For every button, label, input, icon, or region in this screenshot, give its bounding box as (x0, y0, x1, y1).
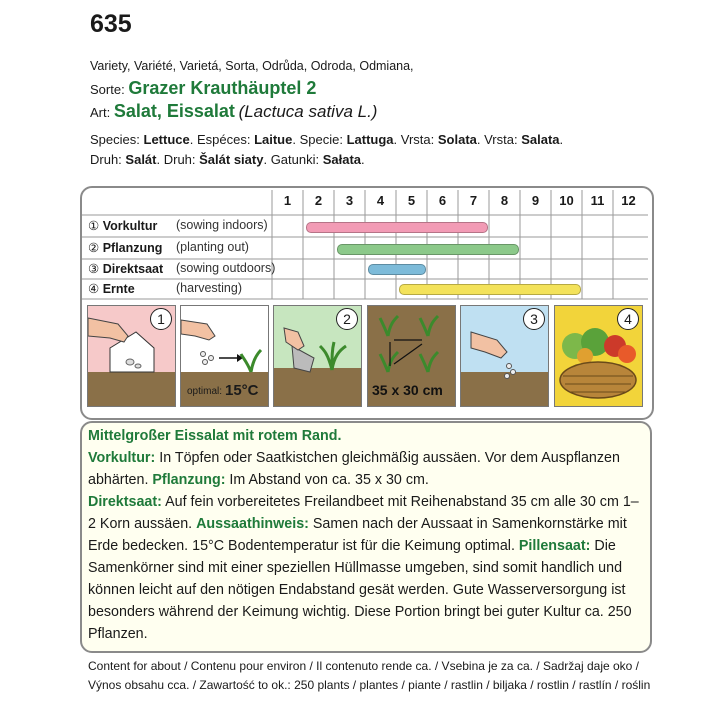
bar-pflanzung (337, 244, 519, 255)
description-text (88, 425, 642, 645)
pillensaat-label: Pillensaat: (518, 538, 591, 554)
month-header: 3 (345, 193, 354, 208)
row-english: (sowing indoors) (176, 218, 268, 232)
species-value: Salata (521, 132, 560, 147)
latin-name: (Lactuca sativa L.) (238, 102, 378, 121)
calendar-row-vorkultur (88, 218, 268, 233)
variety-name: Grazer Krauthäuptel 2 (128, 78, 317, 98)
species-value: Lattuga (346, 132, 394, 147)
step-symbol: ① (88, 219, 100, 233)
bar-ernte (399, 284, 581, 295)
content-line-2: Výnos obsahu cca. / Zawartość to ok.: 250 plants / plantes / piante / rastlin / biljaka / rostlin / rastlín / roślin (88, 678, 651, 692)
panel-planting-out (273, 305, 362, 407)
species-label: Species: (90, 132, 140, 147)
month-header: 2 (314, 193, 323, 208)
aussaathinweis-label: Aussaathinweis: (196, 516, 309, 532)
step-symbol: ③ (88, 262, 100, 276)
vorkultur-label: Vorkultur: (88, 450, 156, 466)
druh-label: . Druh: (156, 152, 196, 167)
month-header: 10 (559, 193, 574, 208)
variety-languages: Variety, Variété, Varietá, Sorta, Odrůda, Odroda, Odmiana, (90, 59, 414, 73)
panel-germination (180, 305, 269, 407)
species-label: . Vrsta: (476, 132, 518, 147)
druh-label: Druh: (90, 152, 122, 167)
species-value: Lettuce (143, 132, 190, 147)
step-number: 3 (523, 308, 545, 330)
calendar-row-pflanzung (88, 240, 249, 255)
species-label: . Vrsta: (393, 132, 435, 147)
step-number: 4 (617, 308, 639, 330)
druh-value: Salát (125, 152, 157, 167)
species-label: . Espéces: (189, 132, 251, 147)
description-headline: Mittelgroßer Eissalat mit rotem Rand. (88, 428, 342, 444)
panel-harvesting (554, 305, 643, 407)
bar-direktsaat (368, 264, 426, 275)
panel-sowing-outdoors (460, 305, 549, 407)
row-english: (planting out) (176, 240, 249, 254)
step-number: 2 (336, 308, 358, 330)
month-header: 9 (531, 193, 540, 208)
aussaathinweis-text: Samen nach der Aussaat in Samenkornstärke mit Erde bedecken. 15°C Bodentemperatur ist für die Keimung optimal. (88, 516, 627, 554)
calendar-row-direktsaat (88, 261, 276, 276)
calendar-row-ernte (88, 281, 242, 296)
month-header: 11 (590, 193, 605, 208)
art-label: Art: (90, 105, 111, 120)
druh-value: Šalát siaty (199, 152, 264, 167)
step-number: 1 (150, 308, 172, 330)
druh-value: Sałata (322, 152, 362, 167)
sorte-label: Sorte: (90, 82, 125, 97)
month-header: 12 (621, 193, 636, 208)
species-value: Laitue (254, 132, 293, 147)
pflanzung-label: Pflanzung: (152, 472, 226, 488)
content-line-1: Content for about / Contenu pour environ / Il contenuto rende ca. / Vsebina je za ca. / Sadržaj daje oko / (88, 659, 640, 673)
month-header: 7 (469, 193, 478, 208)
vorkultur-text: In Töpfen oder Saatkistchen gleichmäßig aussäen. Vor dem Auspflanzen abhärten. (88, 450, 620, 488)
packet-number: 635 (90, 10, 132, 38)
pillensaat-text: Die Samenkörner sind mit einer speziellen Hüllmasse umgeben, sind somit handlich und können leicht auf den nötigen Endabstand gesät werden. Gute Wasserversorgung ist besonders während der Keimung wichtig. Diese Portion bringt bei guter Kultur ca. 250 Pflanzen. (88, 538, 632, 642)
direktsaat-label: Direktsaat: (88, 494, 162, 510)
panel-sowing-indoors (87, 305, 176, 407)
direktsaat-text: Auf fein vorbereitetes Freilandbeet mit Reihenabstand 35 cm alle 30 cm 1–2 Korn aussäen. (88, 494, 639, 532)
druh-label: . (361, 152, 365, 167)
step-symbol: ④ (88, 282, 100, 296)
month-header: 6 (438, 193, 447, 208)
row-name: Vorkultur (102, 219, 158, 233)
optimal-temperature: 15°C (225, 382, 259, 399)
row-name: Direktsaat (102, 262, 164, 276)
pflanzung-text: Im Abstand von ca. 35 x 30 cm. (225, 472, 429, 488)
optimal-label: optimal: (187, 386, 223, 397)
bar-vorkultur (306, 222, 488, 233)
row-english: (harvesting) (176, 281, 242, 295)
month-header: 5 (407, 193, 416, 208)
row-name: Pflanzung (102, 241, 163, 255)
month-header: 1 (283, 193, 292, 208)
panel-spacing (367, 305, 456, 407)
row-english: (sowing outdoors) (176, 261, 276, 275)
species-value: Solata (437, 132, 477, 147)
spacing-label: 35 x 30 cm (372, 382, 443, 398)
druh-label: . Gatunki: (263, 152, 320, 167)
month-header: 8 (500, 193, 509, 208)
species-label: . Specie: (292, 132, 343, 147)
species-label: . (559, 132, 564, 147)
month-header: 4 (376, 193, 385, 208)
step-symbol: ② (88, 241, 100, 255)
row-name: Ernte (102, 282, 135, 296)
content-amount (88, 657, 650, 695)
art-name: Salat, Eissalat (113, 101, 235, 121)
